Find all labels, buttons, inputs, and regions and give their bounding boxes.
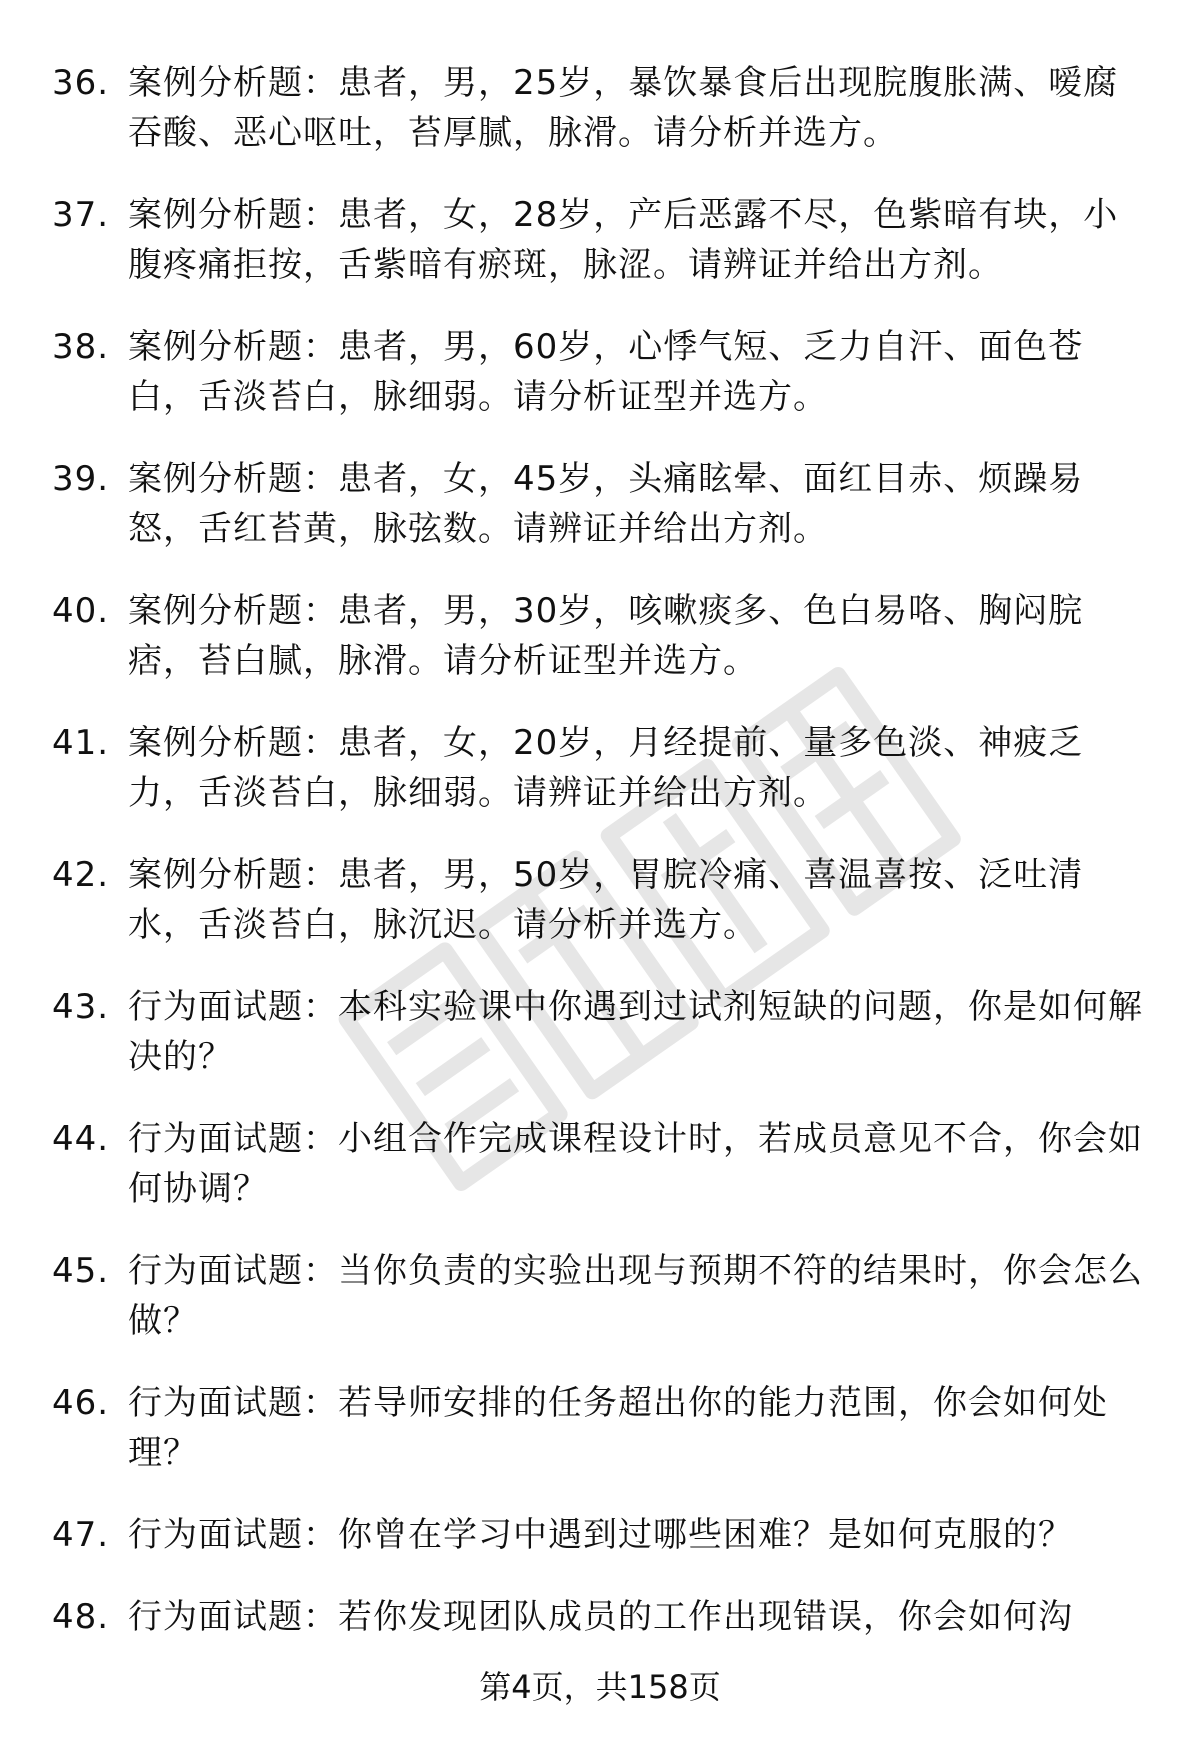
list-item [52, 322, 1152, 422]
item-number: 37. [52, 195, 110, 235]
item-text: 案例分析题：患者，女，45岁，头痛眩晕、面红目赤、烦躁易怒，舌红苔黄，脉弦数。请辨证并给出方剂。 [128, 459, 1084, 549]
list-item [52, 58, 1152, 158]
list-item [52, 1246, 1152, 1346]
list-item [52, 1592, 1152, 1642]
item-number: 44. [52, 1119, 110, 1159]
item-number: 36. [52, 63, 110, 103]
page-footer: 第4页，共158页 [479, 1668, 721, 1706]
list-item [52, 454, 1152, 554]
list-item [52, 1510, 1152, 1560]
item-text: 案例分析题：患者，女，20岁，月经提前、量多色淡、神疲乏力，舌淡苔白，脉细弱。请辨证并给出方剂。 [128, 723, 1084, 813]
item-number: 43. [52, 987, 110, 1027]
item-text: 行为面试题：若你发现团队成员的工作出现错误，你会如何沟 [128, 1597, 1073, 1637]
item-text: 案例分析题：患者，男，50岁，胃脘冷痛、喜温喜按、泛吐清水，舌淡苔白，脉沉迟。请分析并选方。 [128, 855, 1084, 945]
item-text: 行为面试题：若导师安排的任务超出你的能力范围，你会如何处理？ [128, 1383, 1108, 1473]
item-number: 45. [52, 1251, 110, 1291]
list-item [52, 1378, 1152, 1478]
item-number: 41. [52, 723, 110, 763]
list-item [52, 586, 1152, 686]
list-item [52, 190, 1152, 290]
item-text: 案例分析题：患者，女，28岁，产后恶露不尽，色紫暗有块，小腹疼痛拒按，舌紫暗有瘀斑，脉涩。请辨证并给出方剂。 [128, 195, 1119, 285]
item-number: 46. [52, 1383, 110, 1423]
item-number: 38. [52, 327, 110, 367]
list-item [52, 982, 1152, 1082]
item-text: 案例分析题：患者，男，25岁，暴饮暴食后出现脘腹胀满、嗳腐吞酸、恶心呕吐，苔厚腻，脉滑。请分析并选方。 [128, 63, 1119, 153]
item-number: 47. [52, 1515, 110, 1555]
item-text: 行为面试题：当你负责的实验出现与预期不符的结果时，你会怎么做？ [128, 1251, 1143, 1341]
list-item [52, 850, 1152, 950]
item-number: 42. [52, 855, 110, 895]
item-text: 行为面试题：你曾在学习中遇到过哪些困难？是如何克服的？ [128, 1515, 1073, 1555]
item-number: 39. [52, 459, 110, 499]
item-number: 40. [52, 591, 110, 631]
item-number: 48. [52, 1597, 110, 1637]
item-text: 行为面试题：本科实验课中你遇到过试剂短缺的问题，你是如何解决的？ [128, 987, 1143, 1077]
list-item [52, 1114, 1152, 1214]
item-text: 案例分析题：患者，男，30岁，咳嗽痰多、色白易咯、胸闷脘痞，苔白腻，脉滑。请分析证型并选方。 [128, 591, 1084, 681]
item-text: 行为面试题：小组合作完成课程设计时，若成员意见不合，你会如何协调？ [128, 1119, 1143, 1209]
item-text: 案例分析题：患者，男，60岁，心悸气短、乏力自汗、面色苍白，舌淡苔白，脉细弱。请分析证型并选方。 [128, 327, 1084, 417]
list-item [52, 718, 1152, 818]
question-list [52, 58, 1152, 1674]
